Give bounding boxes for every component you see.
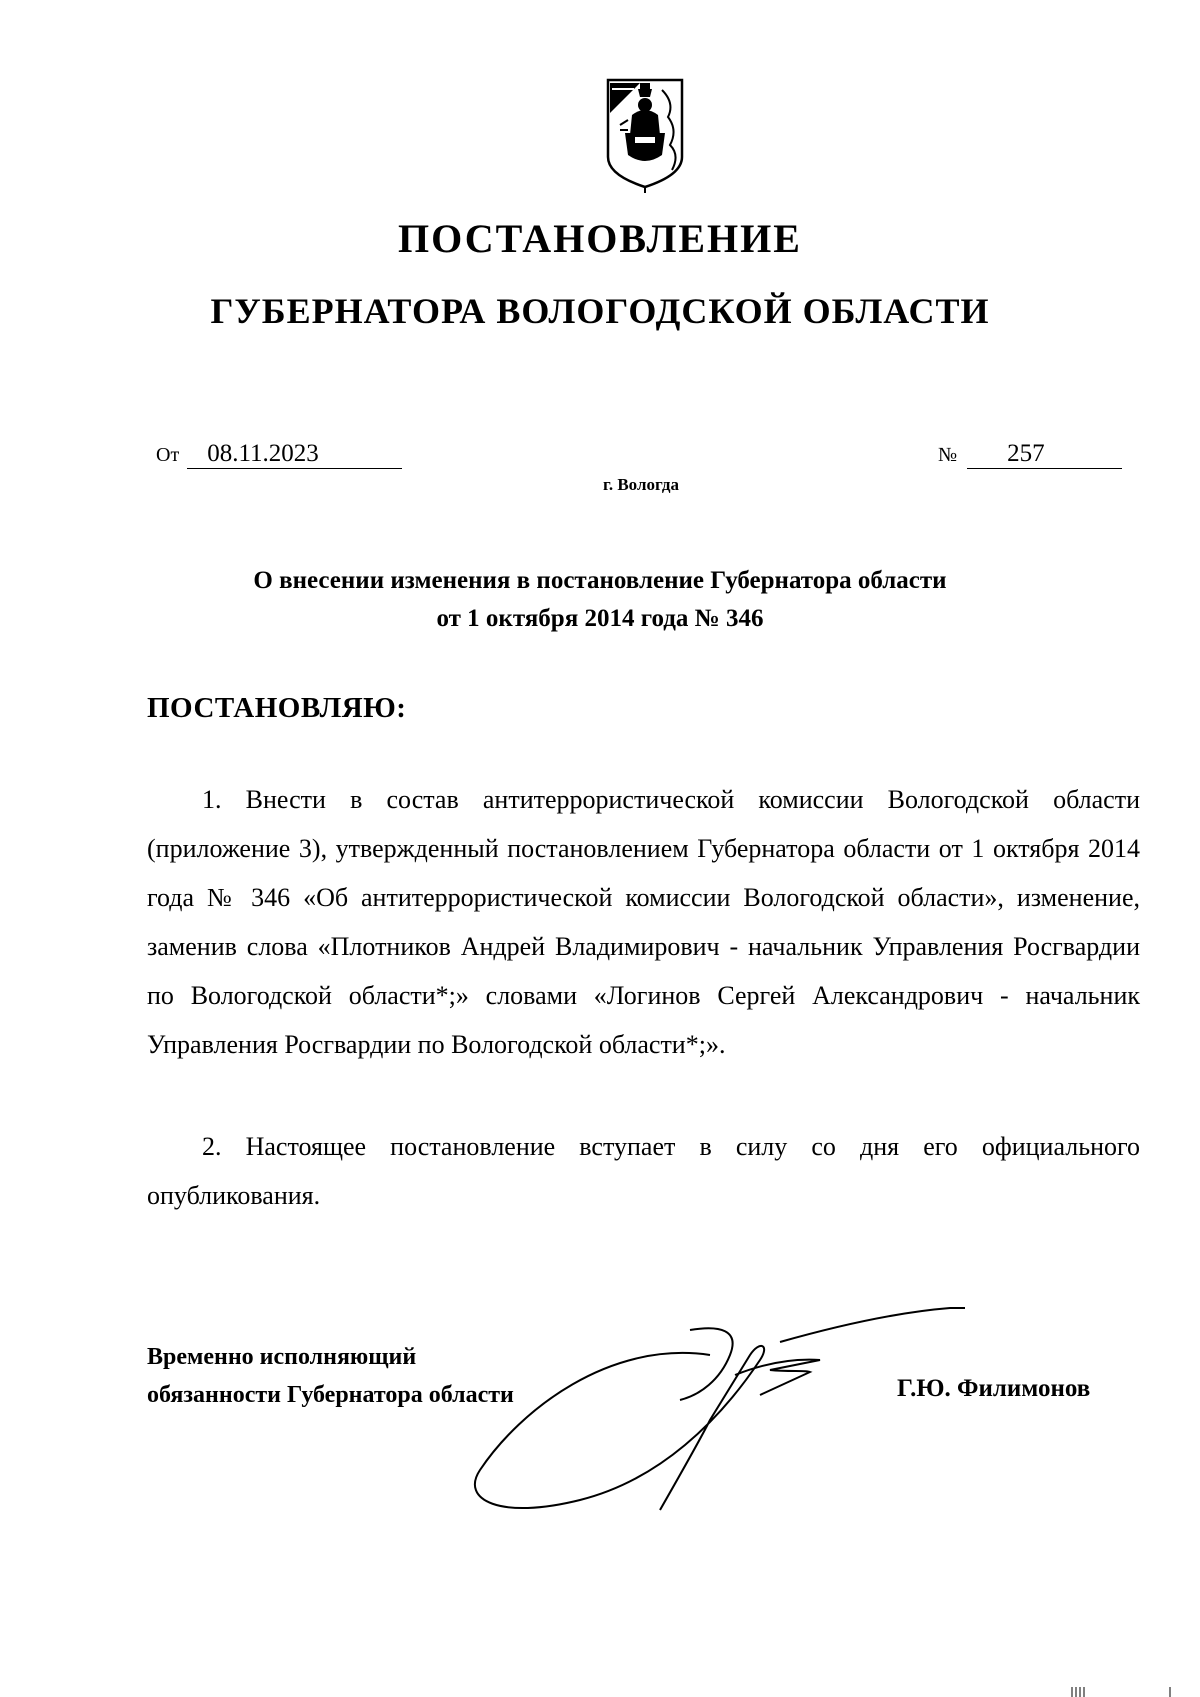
paragraph-block [147, 1122, 1140, 1220]
handwritten-signature [460, 1300, 980, 1530]
date-value: 08.11.2023 [187, 440, 402, 469]
signatory-position-line-2: обязанности Губернатора области [147, 1382, 514, 1408]
city-label: г. Вологда [603, 475, 679, 494]
coat-of-arms-emblem [600, 75, 690, 195]
paragraph-2: 2. Настоящее постановление вступает в силу со дня его официального опубликования. [147, 1132, 1140, 1210]
number-value: 257 [967, 440, 1122, 469]
subject-line-2: от 1 октября 2014 года № 346 [436, 605, 764, 632]
number-prefix: № [938, 444, 958, 466]
paragraph-block [147, 775, 1140, 1069]
signatory-name: Г.Ю. Филимонов [897, 1375, 1091, 1402]
subject-line-1: О внесении изменения в постановление Губернатора области [253, 567, 947, 594]
decree-heading: ПОСТАНОВЛЯЮ: [147, 692, 407, 724]
date-field [156, 440, 402, 469]
scan-marks [1070, 1685, 1180, 1697]
number-field [938, 440, 1122, 469]
signatory-position [147, 1338, 514, 1414]
document-title: ПОСТАНОВЛЕНИЕ [398, 216, 802, 261]
document-subject [160, 562, 1040, 638]
document-subtitle: ГУБЕРНАТОРА ВОЛОГОДСКОЙ ОБЛАСТИ [210, 291, 990, 331]
signatory-position-line-1: Временно исполняющий [147, 1344, 417, 1370]
paragraph-1: 1. Внести в состав антитеррористической комиссии Вологодской области (приложение 3), утвержденный постановлением Губернатора области от 1 октября 2014 года № 346 «Об антитеррористической комиссии Вологодской области», изменение, заменив слова «Плотников Андрей Владимирович - начальник Управления Росгвардии по Вологодской области*;» словами «Логинов Сергей Александрович - начальник Управления Росгвардии по Вологодской области*;». [147, 785, 1140, 1059]
date-prefix: От [156, 444, 180, 466]
